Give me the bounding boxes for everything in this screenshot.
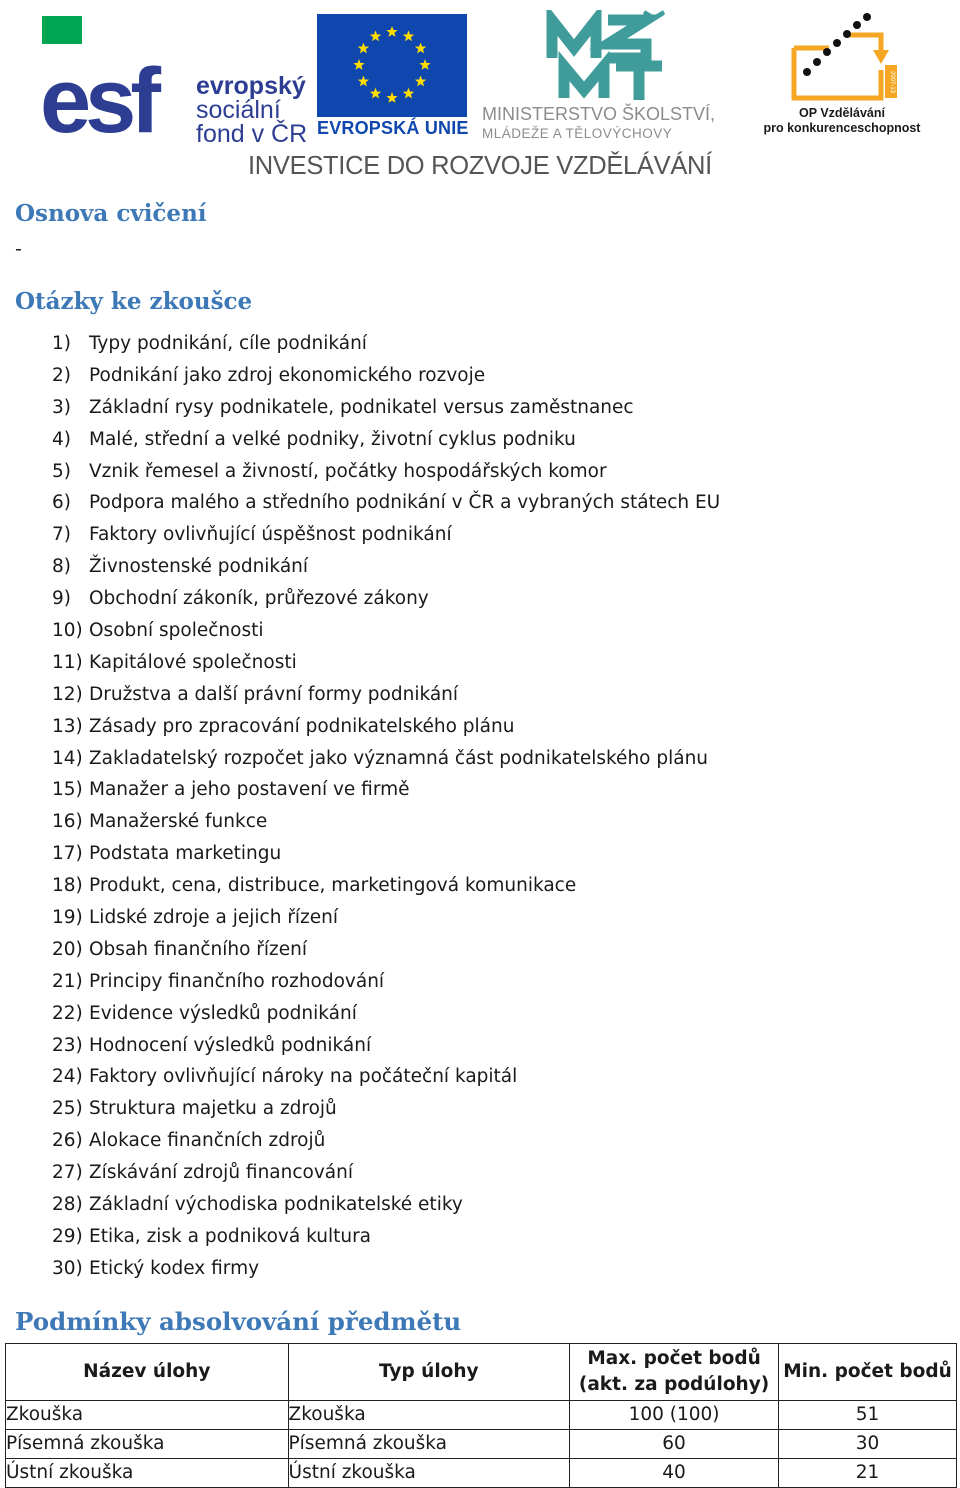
msmt-logo-mark — [544, 10, 674, 105]
op-logo-text — [757, 106, 927, 136]
question-number: 18) — [52, 875, 83, 897]
question-text: Hodnocení výsledků podnikání — [89, 1034, 372, 1056]
question-text: Manažerské funkce — [89, 811, 268, 833]
logo-header — [0, 0, 960, 190]
question-text: Manažer a jeho postavení ve firmě — [89, 779, 410, 801]
question-number: 4) — [52, 428, 71, 450]
op-logo-mark — [789, 10, 899, 105]
osnova-heading: Osnova cvičení — [15, 200, 207, 227]
question-text: Alokace finančních zdrojů — [89, 1130, 326, 1152]
question-number: 2) — [52, 364, 71, 386]
question-text: Faktory ovlivňující nároky na počáteční kapitál — [89, 1066, 518, 1088]
eu-star-icon — [419, 59, 430, 70]
col-header-max-line1: Max. počet bodů — [587, 1348, 761, 1369]
question-number: 10) — [52, 620, 83, 642]
eu-star-icon — [403, 30, 414, 41]
question-number: 1) — [52, 333, 71, 354]
table-header-row — [6, 1344, 957, 1401]
question-number: 29) — [52, 1225, 83, 1247]
cell-name: Písemná zkouška — [6, 1430, 289, 1459]
question-text: Obchodní zákoník, průřezové zákony — [89, 588, 429, 610]
question-number: 7) — [52, 524, 71, 546]
question-text: Produkt, cena, distribuce, marketingová komunikace — [89, 875, 577, 897]
eu-star-icon — [403, 88, 414, 99]
eu-star-icon — [353, 59, 364, 70]
esf-logo — [40, 14, 310, 148]
eu-logo — [317, 14, 469, 138]
cell-type: Zkouška — [288, 1401, 570, 1430]
question-text: Základní rysy podnikatele, podnikatel versus zaměstnanec — [89, 396, 634, 418]
cell-max: 60 — [570, 1430, 779, 1459]
esf-line-1: evropský — [196, 72, 306, 100]
eu-star-icon — [370, 30, 381, 41]
cell-type: Písemná zkouška — [288, 1430, 570, 1459]
op-line-2: pro konkurenceschopnost — [763, 121, 921, 135]
question-number: 12) — [52, 683, 83, 705]
eu-star-icon — [358, 76, 369, 87]
eu-flag-icon — [317, 14, 467, 117]
question-number: 23) — [52, 1034, 83, 1056]
question-number: 16) — [52, 811, 83, 833]
question-text: Principy finančního rozhodování — [89, 970, 385, 992]
eu-star-icon — [386, 26, 397, 37]
question-text: Typy podnikání, cíle podnikání — [89, 333, 367, 354]
eu-logo-text: EVROPSKÁ UNIE — [317, 118, 469, 138]
question-number: 6) — [52, 492, 71, 514]
table-row — [6, 1401, 957, 1430]
op-year-label: 2007-13 — [889, 70, 895, 94]
question-text: Lidské zdroje a jejich řízení — [89, 907, 339, 929]
eu-star-icon — [386, 92, 397, 103]
question-text: Živnostenské podnikání — [89, 556, 309, 578]
question-text: Kapitálové společnosti — [89, 651, 297, 673]
question-text: Základní východiska podnikatelské etiky — [89, 1194, 463, 1216]
esf-line-3: fond v ČR — [196, 120, 308, 148]
question-text: Etický kodex firmy — [89, 1257, 260, 1279]
eu-star-icon — [370, 88, 381, 99]
question-number: 21) — [52, 970, 83, 992]
question-text: Podnikání jako zdroj ekonomického rozvoje — [89, 364, 486, 386]
question-text: Zakladatelský rozpočet jako významná část podnikatelského plánu — [89, 747, 709, 769]
question-text: Osobní společnosti — [89, 620, 264, 642]
question-number: 11) — [52, 651, 83, 673]
cell-type: Ústní zkouška — [288, 1459, 570, 1488]
question-number: 5) — [52, 460, 71, 482]
question-number: 24) — [52, 1066, 83, 1088]
esf-logo-text — [196, 74, 307, 146]
question-number: 17) — [52, 843, 83, 865]
question-number: 14) — [52, 747, 83, 769]
question-number: 19) — [52, 907, 83, 929]
cell-name: Ústní zkouška — [6, 1459, 289, 1488]
col-header-max — [570, 1344, 779, 1401]
eu-star-icon — [415, 43, 426, 54]
otazky-heading: Otázky ke zkoušce — [15, 288, 253, 315]
msmt-line-1: MINISTERSTVO ŠKOLSTVÍ, — [482, 104, 716, 124]
question-number: 26) — [52, 1130, 83, 1152]
question-number: 30) — [52, 1257, 83, 1279]
question-text: Faktory ovlivňující úspěšnost podnikání — [89, 524, 452, 546]
question-number: 22) — [52, 1002, 83, 1024]
question-number: 9) — [52, 588, 71, 610]
col-header-max-line2: (akt. za podúlohy) — [578, 1374, 770, 1395]
question-text: Vznik řemesel a živností, počátky hospodářských komor — [89, 460, 607, 482]
esf-line-2: sociální — [196, 96, 281, 124]
question-number: 28) — [52, 1194, 83, 1216]
investice-banner: INVESTICE DO ROZVOJE VZDĚLÁVÁNÍ — [248, 152, 712, 180]
eu-star-icon — [415, 76, 426, 87]
cell-max: 100 (100) — [570, 1401, 779, 1430]
question-text: Etika, zisk a podniková kultura — [89, 1225, 372, 1247]
cell-min: 30 — [779, 1430, 957, 1459]
esf-logo-mark — [40, 14, 190, 139]
col-header-type: Typ úlohy — [288, 1344, 570, 1401]
question-number: 27) — [52, 1162, 83, 1184]
question-text: Struktura majetku a zdrojů — [89, 1098, 337, 1120]
cell-name: Zkouška — [6, 1401, 289, 1430]
eu-star-icon — [358, 43, 369, 54]
question-text: Evidence výsledků podnikání — [89, 1002, 357, 1024]
col-header-name: Název úlohy — [6, 1344, 289, 1401]
osnova-content: - — [15, 238, 22, 260]
question-number: 8) — [52, 556, 71, 578]
op-vzdelavani-logo — [757, 10, 927, 140]
question-number: 3) — [52, 396, 71, 418]
cell-min: 51 — [779, 1401, 957, 1430]
msmt-line-2: MLÁDEŽE A TĚLOVÝCHOVY — [482, 126, 673, 141]
question-text: Podstata marketingu — [89, 843, 282, 865]
question-text: Družstva a další právní formy podnikání — [89, 683, 459, 705]
question-text: Zásady pro zpracování podnikatelského plánu — [89, 715, 515, 737]
question-text: Podpora malého a středního podnikání v ČR a vybraných státech EU — [89, 492, 721, 514]
question-number: 15) — [52, 779, 83, 801]
col-header-min: Min. počet bodů — [779, 1344, 957, 1401]
esf-mark-letters: esf — [40, 50, 155, 139]
question-text: Obsah finančního řízení — [89, 938, 307, 960]
question-number: 25) — [52, 1098, 83, 1120]
table-row — [6, 1430, 957, 1459]
question-text: Získávání zdrojů financování — [89, 1162, 354, 1184]
question-number: 13) — [52, 715, 83, 737]
msmt-logo-text — [482, 105, 715, 143]
msmt-logo — [482, 10, 747, 140]
table-row — [6, 1459, 957, 1488]
podminky-heading: Podmínky absolvování předmětu — [15, 1307, 462, 1336]
question-text: Malé, střední a velké podniky, životní cyklus podniku — [89, 428, 576, 450]
op-line-1: OP Vzdělávání — [799, 106, 885, 120]
cell-max: 40 — [570, 1459, 779, 1488]
cell-min: 21 — [779, 1459, 957, 1488]
grading-table — [5, 1343, 957, 1488]
question-number: 20) — [52, 938, 83, 960]
